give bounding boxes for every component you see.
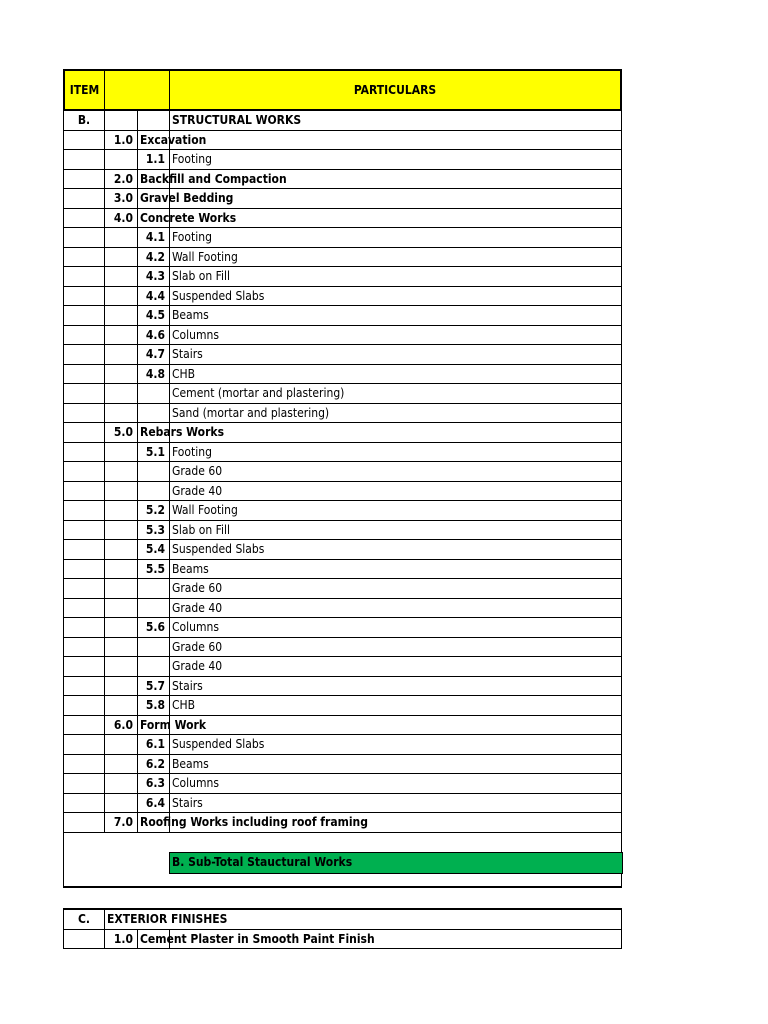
particulars-cell [170,267,622,287]
item-description: Footing [172,444,212,459]
level2-number: 1.1 [138,150,170,170]
table-row [64,267,622,287]
section-b-table [63,111,622,833]
level1-number [105,287,138,307]
level1-number [105,540,138,560]
section-c-code: C. [64,910,105,930]
item-description: Form Work [140,717,207,732]
item-description: Columns [172,620,219,634]
particulars-cell [170,189,622,209]
table-row [64,423,622,443]
item-description: Slab on Fill [172,269,230,283]
item-cell [64,930,105,950]
level1-number [105,150,138,170]
item-cell [64,540,105,560]
particulars-cell [170,404,622,424]
particulars-cell [170,150,622,170]
particulars-cell [170,384,622,404]
level1-number: 7.0 [105,813,138,833]
particulars-cell [170,618,622,638]
item-description: Wall Footing [172,249,238,264]
table-row [64,657,622,677]
item-description: Grade 60 [172,639,223,654]
item-cell [64,170,105,190]
level1-number [105,345,138,365]
item-description: Stairs [172,678,203,693]
level1-number [105,228,138,248]
item-description: Beams [172,308,209,322]
particulars-cell [170,482,622,502]
table-row [64,579,622,599]
level2-number: 4.2 [138,248,170,268]
particulars-cell [170,209,622,229]
level2-number [138,579,170,599]
level2-number: 5.6 [138,618,170,638]
particulars-cell [170,657,622,677]
item-cell [64,716,105,736]
item-description: Rebars Works [140,425,224,439]
particulars-cell [170,287,622,307]
table-row [64,306,622,326]
table-row [64,404,622,424]
item-description: Columns [172,327,219,342]
level1-number [105,404,138,424]
header-item-cell [65,71,105,109]
item-cell [64,365,105,385]
item-description: Columns [172,776,219,790]
item-description: Excavation [140,132,207,147]
item-description: Cement (mortar and plastering) [172,386,345,400]
item-cell [64,267,105,287]
table-row [64,326,622,346]
level2-number [138,462,170,482]
item-cell [64,209,105,229]
level2-number: 6.4 [138,794,170,814]
level1-number [105,248,138,268]
table-row [64,365,622,385]
particulars-cell [170,521,622,541]
header-particulars-label: PARTICULARS [353,83,437,97]
level2-number [138,638,170,658]
item-description: Grade 60 [172,464,223,478]
particulars-cell [170,716,622,736]
level2-number: 5.1 [138,443,170,463]
level2-number [138,599,170,619]
table-row [64,794,622,814]
item-cell [64,696,105,716]
level1-number [105,306,138,326]
particulars-cell [170,365,622,385]
level1-number [105,267,138,287]
level2-number [138,404,170,424]
particulars-cell [170,638,622,658]
level1-number [105,560,138,580]
item-description: Beams [172,756,209,771]
particulars-cell [170,248,622,268]
item-cell [64,774,105,794]
item-description: Wall Footing [172,503,238,517]
item-description: Grade 40 [172,600,223,615]
item-description: Footing [172,230,212,244]
item-description: Beams [172,561,209,576]
item-cell [64,189,105,209]
level2-number: 6.1 [138,735,170,755]
particulars-cell [170,599,622,619]
section-b-l2-blank [138,111,170,131]
level2-number: 6.2 [138,755,170,775]
item-description: Footing [172,152,212,166]
table-row [64,443,622,463]
level1-number [105,482,138,502]
subtotal-label: B. Sub-Total Stauctural Works [172,854,353,869]
level2-number: 4.1 [138,228,170,248]
level2-number: 5.4 [138,540,170,560]
item-cell [64,735,105,755]
level2-number: 5.8 [138,696,170,716]
level2-number: 6.3 [138,774,170,794]
item-description: Stairs [172,795,203,810]
item-cell [64,501,105,521]
level1-number [105,501,138,521]
level1-number [105,384,138,404]
level2-number: 5.7 [138,677,170,697]
table-row [64,540,622,560]
header-item-label: ITEM [69,83,100,97]
item-cell [64,423,105,443]
item-description: CHB [172,698,196,712]
item-cell [64,326,105,346]
level1-number [105,794,138,814]
item-cell [64,794,105,814]
table-row [64,677,622,697]
item-description: Slab on Fill [172,522,230,537]
header-particulars-cell [170,71,620,109]
item-cell [64,404,105,424]
level1-number [105,735,138,755]
item-cell [64,618,105,638]
level1-number: 4.0 [105,209,138,229]
table-row [64,618,622,638]
subtotal-block [63,833,622,889]
table-row [64,599,622,619]
table-row [64,755,622,775]
item-description: Grade 40 [172,659,223,673]
item-cell [64,657,105,677]
table-row [64,482,622,502]
table-row [64,287,622,307]
particulars-cell [170,579,622,599]
particulars-cell [170,677,622,697]
level1-number [105,365,138,385]
table-row [64,189,622,209]
item-description: Stairs [172,347,203,361]
item-description: Roofing Works including roof framing [140,815,368,829]
item-description: Gravel Bedding [140,191,234,205]
level1-number: 6.0 [105,716,138,736]
item-description: CHB [172,366,196,381]
item-cell [64,560,105,580]
subtotal-bar [169,852,623,874]
level1-number [105,462,138,482]
particulars-cell [170,774,622,794]
item-cell [64,248,105,268]
particulars-cell [170,696,622,716]
level2-number: 4.8 [138,365,170,385]
level2-number [138,657,170,677]
section-c-title-row [64,910,621,930]
header-row [63,69,622,111]
level1-number [105,638,138,658]
particulars-cell [170,443,622,463]
particulars-cell [170,462,622,482]
particulars-cell [170,540,622,560]
section-b-l1-blank [105,111,138,131]
item-description: Backfill and Compaction [140,171,287,186]
item-cell [64,521,105,541]
particulars-cell [170,228,622,248]
level2-number [138,482,170,502]
section-b-title: STRUCTURAL WORKS [170,111,622,131]
particulars-cell [170,345,622,365]
level2-number: 4.7 [138,345,170,365]
level1-number [105,326,138,346]
level2-number: 4.3 [138,267,170,287]
table-row [64,170,622,190]
table-row [64,813,622,833]
item-cell [64,638,105,658]
level1-number [105,443,138,463]
item-cell [64,599,105,619]
item-cell [64,150,105,170]
table-row [64,716,622,736]
level1-number: 3.0 [105,189,138,209]
section-b-title-row [64,111,622,131]
level2-number: 5.3 [138,521,170,541]
level1-number [105,677,138,697]
level1-number [105,521,138,541]
particulars-cell [170,131,622,151]
table-row [64,774,622,794]
level2-number: 4.4 [138,287,170,307]
particulars-cell [170,755,622,775]
level1-number: 1.0 [105,930,138,950]
table-row [64,696,622,716]
item-cell [64,443,105,463]
item-cell [64,306,105,326]
particulars-cell [170,326,622,346]
table-row [64,560,622,580]
item-cell [64,813,105,833]
particulars-cell [170,560,622,580]
header-blank-cell [105,71,170,109]
particulars-cell [170,501,622,521]
level2-number: 5.2 [138,501,170,521]
table-row [64,462,622,482]
table-row [64,521,622,541]
level2-number [138,384,170,404]
level1-number [105,579,138,599]
table-row [64,384,622,404]
table-row [64,930,621,950]
level2-number: 4.5 [138,306,170,326]
item-cell [64,579,105,599]
level1-number [105,696,138,716]
table-row [64,735,622,755]
item-description: Sand (mortar and plastering) [172,405,330,420]
item-description: Suspended Slabs [172,737,265,751]
table-row [64,345,622,365]
item-description: Grade 60 [172,581,223,595]
item-cell [64,462,105,482]
table-row [64,501,622,521]
item-description: Suspended Slabs [172,542,265,556]
level1-number: 1.0 [105,131,138,151]
item-cell [64,384,105,404]
item-cell [64,482,105,502]
table-row [64,150,622,170]
section-c-rows [64,930,621,950]
particulars-cell [170,794,622,814]
item-cell [64,755,105,775]
item-cell [64,228,105,248]
item-description: Grade 40 [172,483,223,498]
item-cell [64,287,105,307]
item-cell [64,677,105,697]
particulars-cell [170,306,622,326]
section-c-table [63,908,622,949]
item-cell [64,131,105,151]
item-description: Suspended Slabs [172,288,265,303]
level2-number: 5.5 [138,560,170,580]
table-row [64,228,622,248]
table-row [64,209,622,229]
table-row [64,248,622,268]
particulars-cell [170,423,622,443]
section-b-code: B. [64,111,105,131]
table-row [64,131,622,151]
item-cell [64,345,105,365]
item-description: Cement Plaster in Smooth Paint Finish [140,931,375,946]
item-description: Concrete Works [140,210,237,225]
level1-number [105,599,138,619]
level1-number: 2.0 [105,170,138,190]
particulars-cell [170,735,622,755]
table-row [64,638,622,658]
level1-number [105,755,138,775]
level2-number: 4.6 [138,326,170,346]
level1-number [105,618,138,638]
level1-number [105,774,138,794]
section-c-title: EXTERIOR FINISHES [107,912,228,926]
level1-number: 5.0 [105,423,138,443]
level1-number [105,657,138,677]
